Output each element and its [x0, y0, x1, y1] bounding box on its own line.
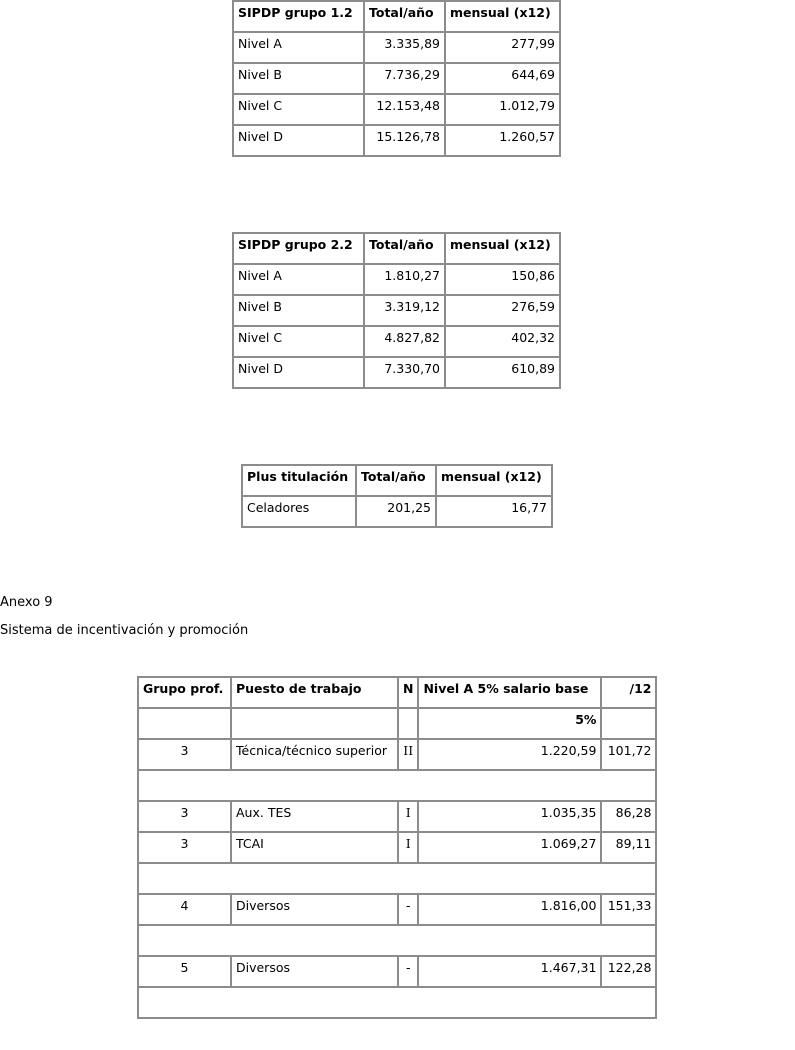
group-cell: 3	[138, 739, 231, 770]
annual-cell: 1.810,27	[364, 264, 445, 295]
spacer-row	[138, 925, 656, 956]
monthly-cell: 402,32	[445, 326, 560, 357]
level-cell: Nivel B	[233, 295, 364, 326]
table-row	[138, 894, 656, 925]
monthly-cell: 101,72	[601, 739, 656, 770]
header-cell: N	[398, 677, 418, 708]
monthly-cell: 610,89	[445, 357, 560, 388]
salary-cell: 1.220,59	[418, 739, 601, 770]
header-cell: mensual (x12)	[445, 1, 560, 32]
salary-cell: 1.467,31	[418, 956, 601, 987]
header-cell: mensual (x12)	[436, 465, 552, 496]
header-cell: /12	[601, 677, 656, 708]
spacer-row	[138, 863, 656, 894]
monthly-cell: 276,59	[445, 295, 560, 326]
job-cell: Técnica/técnico superior	[231, 739, 398, 770]
level-cell: Nivel D	[233, 357, 364, 388]
table-header-row	[233, 1, 560, 32]
monthly-cell: 89,11	[601, 832, 656, 863]
table-row	[233, 63, 560, 94]
annual-cell: 7.736,29	[364, 63, 445, 94]
level-cell: Nivel C	[233, 94, 364, 125]
annual-cell: 3.319,12	[364, 295, 445, 326]
n-cell: I	[398, 832, 418, 863]
spacer-cell	[138, 925, 656, 956]
monthly-cell: 86,28	[601, 801, 656, 832]
group-cell: 4	[138, 894, 231, 925]
table-row	[233, 326, 560, 357]
header-cell: SIPDP grupo 1.2	[233, 1, 364, 32]
spacer-cell	[138, 863, 656, 894]
level-cell: Nivel B	[233, 63, 364, 94]
table-row	[138, 801, 656, 832]
annual-cell: 7.330,70	[364, 357, 445, 388]
table-header-row	[138, 677, 656, 708]
header-cell: Total/año	[364, 233, 445, 264]
empty-cell	[138, 708, 231, 739]
job-cell: TCAI	[231, 832, 398, 863]
table-row	[233, 264, 560, 295]
empty-cell	[231, 708, 398, 739]
annual-cell: 3.335,89	[364, 32, 445, 63]
table-row	[138, 832, 656, 863]
monthly-cell: 150,86	[445, 264, 560, 295]
table-row	[233, 295, 560, 326]
annex-title: Anexo 9	[0, 595, 53, 610]
n-cell: -	[398, 956, 418, 987]
sipdp-grupo-2-2-table	[232, 232, 561, 389]
level-cell: Nivel C	[233, 326, 364, 357]
level-cell: Nivel D	[233, 125, 364, 156]
job-cell: Diversos	[231, 956, 398, 987]
salary-cell: 1.069,27	[418, 832, 601, 863]
group-cell: 5	[138, 956, 231, 987]
annual-cell: 15.126,78	[364, 125, 445, 156]
header-cell: Nivel A 5% salario base	[418, 677, 601, 708]
level-cell: Nivel A	[233, 264, 364, 295]
percent-cell: 5%	[418, 708, 601, 739]
level-cell: Nivel A	[233, 32, 364, 63]
table-row	[242, 496, 552, 527]
monthly-cell: 16,77	[436, 496, 552, 527]
annex-subtitle: Sistema de incentivación y promoción	[0, 623, 249, 638]
empty-cell	[398, 708, 418, 739]
table-row	[233, 357, 560, 388]
header-cell: SIPDP grupo 2.2	[233, 233, 364, 264]
sipdp-grupo-1-2-table	[232, 0, 561, 157]
n-cell: I	[398, 801, 418, 832]
group-cell: 3	[138, 832, 231, 863]
monthly-cell: 122,28	[601, 956, 656, 987]
monthly-cell: 277,99	[445, 32, 560, 63]
table-row	[138, 956, 656, 987]
header-cell: Puesto de trabajo	[231, 677, 398, 708]
monthly-cell: 1.260,57	[445, 125, 560, 156]
monthly-cell: 1.012,79	[445, 94, 560, 125]
table-row	[233, 125, 560, 156]
monthly-cell: 644,69	[445, 63, 560, 94]
job-cell: Aux. TES	[231, 801, 398, 832]
table-row	[138, 739, 656, 770]
plus-titulacion-table	[241, 464, 553, 528]
spacer-cell	[138, 987, 656, 1018]
annual-cell: 12.153,48	[364, 94, 445, 125]
salary-cell: 1.816,00	[418, 894, 601, 925]
table-header-row	[233, 233, 560, 264]
table-subheader-row	[138, 708, 656, 739]
spacer-row	[138, 770, 656, 801]
job-cell: Diversos	[231, 894, 398, 925]
table-header-row	[242, 465, 552, 496]
annual-cell: 201,25	[356, 496, 436, 527]
header-cell: Total/año	[356, 465, 436, 496]
spacer-cell	[138, 770, 656, 801]
empty-cell	[601, 708, 656, 739]
header-cell: Plus titulación	[242, 465, 356, 496]
header-cell: mensual (x12)	[445, 233, 560, 264]
table-row	[233, 32, 560, 63]
group-cell: 3	[138, 801, 231, 832]
header-cell: Grupo prof.	[138, 677, 231, 708]
n-cell: II	[398, 739, 418, 770]
monthly-cell: 151,33	[601, 894, 656, 925]
table-row	[233, 94, 560, 125]
n-cell: -	[398, 894, 418, 925]
category-cell: Celadores	[242, 496, 356, 527]
header-cell: Total/año	[364, 1, 445, 32]
annual-cell: 4.827,82	[364, 326, 445, 357]
salary-cell: 1.035,35	[418, 801, 601, 832]
incentive-table	[137, 676, 657, 1019]
spacer-row	[138, 987, 656, 1018]
